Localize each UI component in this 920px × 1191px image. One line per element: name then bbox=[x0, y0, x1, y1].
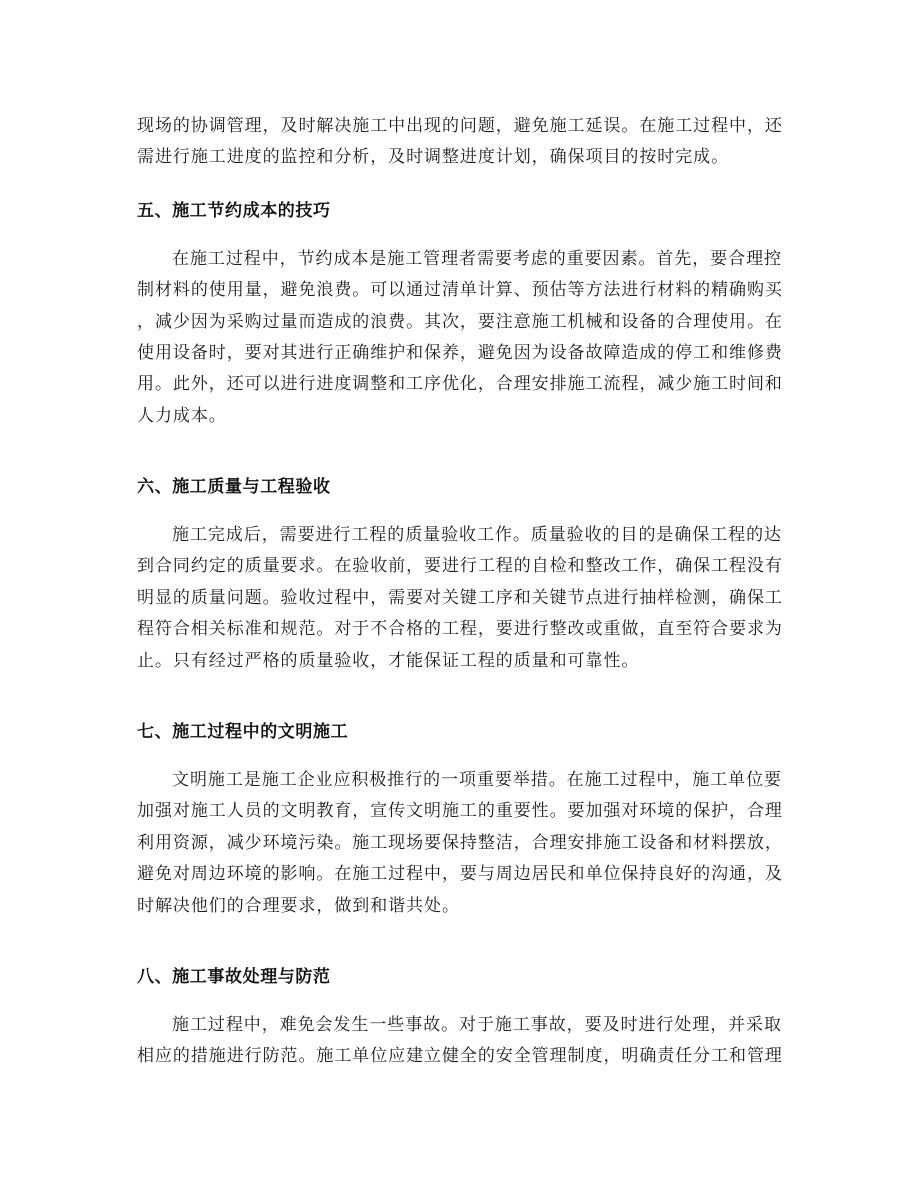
paragraph-line: 用。此外，还可以进行进度调整和工序优化，合理安排施工流程，减少施工时间和 bbox=[137, 374, 783, 395]
section-accident-handling bbox=[137, 962, 920, 1073]
paragraph-line: 明显的质量问题。验收过程中，需要对关键工序和关键节点进行抽样检测，确保工 bbox=[137, 587, 783, 608]
paragraph-line: ，减少因为采购过量而造成的浪费。其次，要注意施工机械和设备的合理使用。在 bbox=[137, 311, 783, 332]
paragraph-line: 避免对周边环境的影响。在施工过程中，要与周边居民和单位保持良好的沟通，及 bbox=[137, 864, 783, 885]
paragraph-line: 使用设备时，要对其进行正确维护和保养，避免因为设备故障造成的停工和维修费 bbox=[137, 342, 783, 363]
section-heading: 七、施工过程中的文明施工 bbox=[137, 722, 349, 743]
intro-paragraph bbox=[137, 111, 920, 174]
section-cost-saving bbox=[137, 196, 920, 432]
paragraph-line: 人力成本。 bbox=[137, 405, 227, 426]
paragraph-line: 相应的措施进行防范。施工单位应建立健全的安全管理制度，明确责任分工和管理 bbox=[137, 1046, 783, 1067]
section-heading: 八、施工事故处理与防范 bbox=[137, 966, 331, 987]
paragraph-line: 制材料的使用量，避免浪费。可以通过清单计算、预估等方法进行材料的精确购买 bbox=[137, 280, 783, 301]
section-paragraph bbox=[137, 520, 920, 677]
paragraph-line: 施工过程中，难免会发生一些事故。对于施工事故，要及时进行处理，并采取 bbox=[172, 1014, 782, 1035]
paragraph-line: 需进行施工进度的监控和分析，及时调整进度计划，确保项目的按时完成。 bbox=[137, 147, 730, 168]
paragraph-line: 施工完成后，需要进行工程的质量验收工作。质量验收的目的是确保工程的达 bbox=[172, 525, 782, 546]
section-heading: 六、施工质量与工程验收 bbox=[137, 477, 331, 498]
paragraph-line: 文明施工是施工企业应积极推行的一项重要举措。在施工过程中，施工单位要 bbox=[172, 770, 782, 791]
section-heading: 五、施工节约成本的技巧 bbox=[137, 200, 331, 221]
paragraph-line: 加强对施工人员的文明教育，宣传文明施工的重要性。要加强对环境的保护，合理 bbox=[137, 801, 783, 822]
paragraph-line: 在施工过程中，节约成本是施工管理者需要考虑的重要因素。首先，要合理控 bbox=[172, 248, 782, 269]
paragraph-line: 现场的协调管理，及时解决施工中出现的问题，避免施工延误。在施工过程中，还 bbox=[137, 116, 783, 136]
section-quality-acceptance bbox=[137, 472, 920, 677]
paragraph-line: 时解决他们的合理要求，做到和谐共处。 bbox=[137, 895, 460, 916]
section-paragraph bbox=[137, 765, 920, 922]
section-paragraph bbox=[137, 1010, 920, 1073]
paragraph-line: 程符合相关标准和规范。对于不合格的工程，要进行整改或重做，直至符合要求为 bbox=[137, 619, 783, 640]
paragraph-line: 利用资源，减少环境污染。施工现场要保持整洁，合理安排施工设备和材料摆放， bbox=[137, 832, 783, 853]
paragraph-line: 到合同约定的质量要求。在验收前，要进行工程的自检和整改工作，确保工程没有 bbox=[137, 556, 783, 577]
section-paragraph bbox=[137, 244, 920, 432]
section-civilized-construction bbox=[137, 717, 920, 922]
paragraph-line: 止。只有经过严格的质量验收，才能保证工程的质量和可靠性。 bbox=[137, 650, 640, 671]
